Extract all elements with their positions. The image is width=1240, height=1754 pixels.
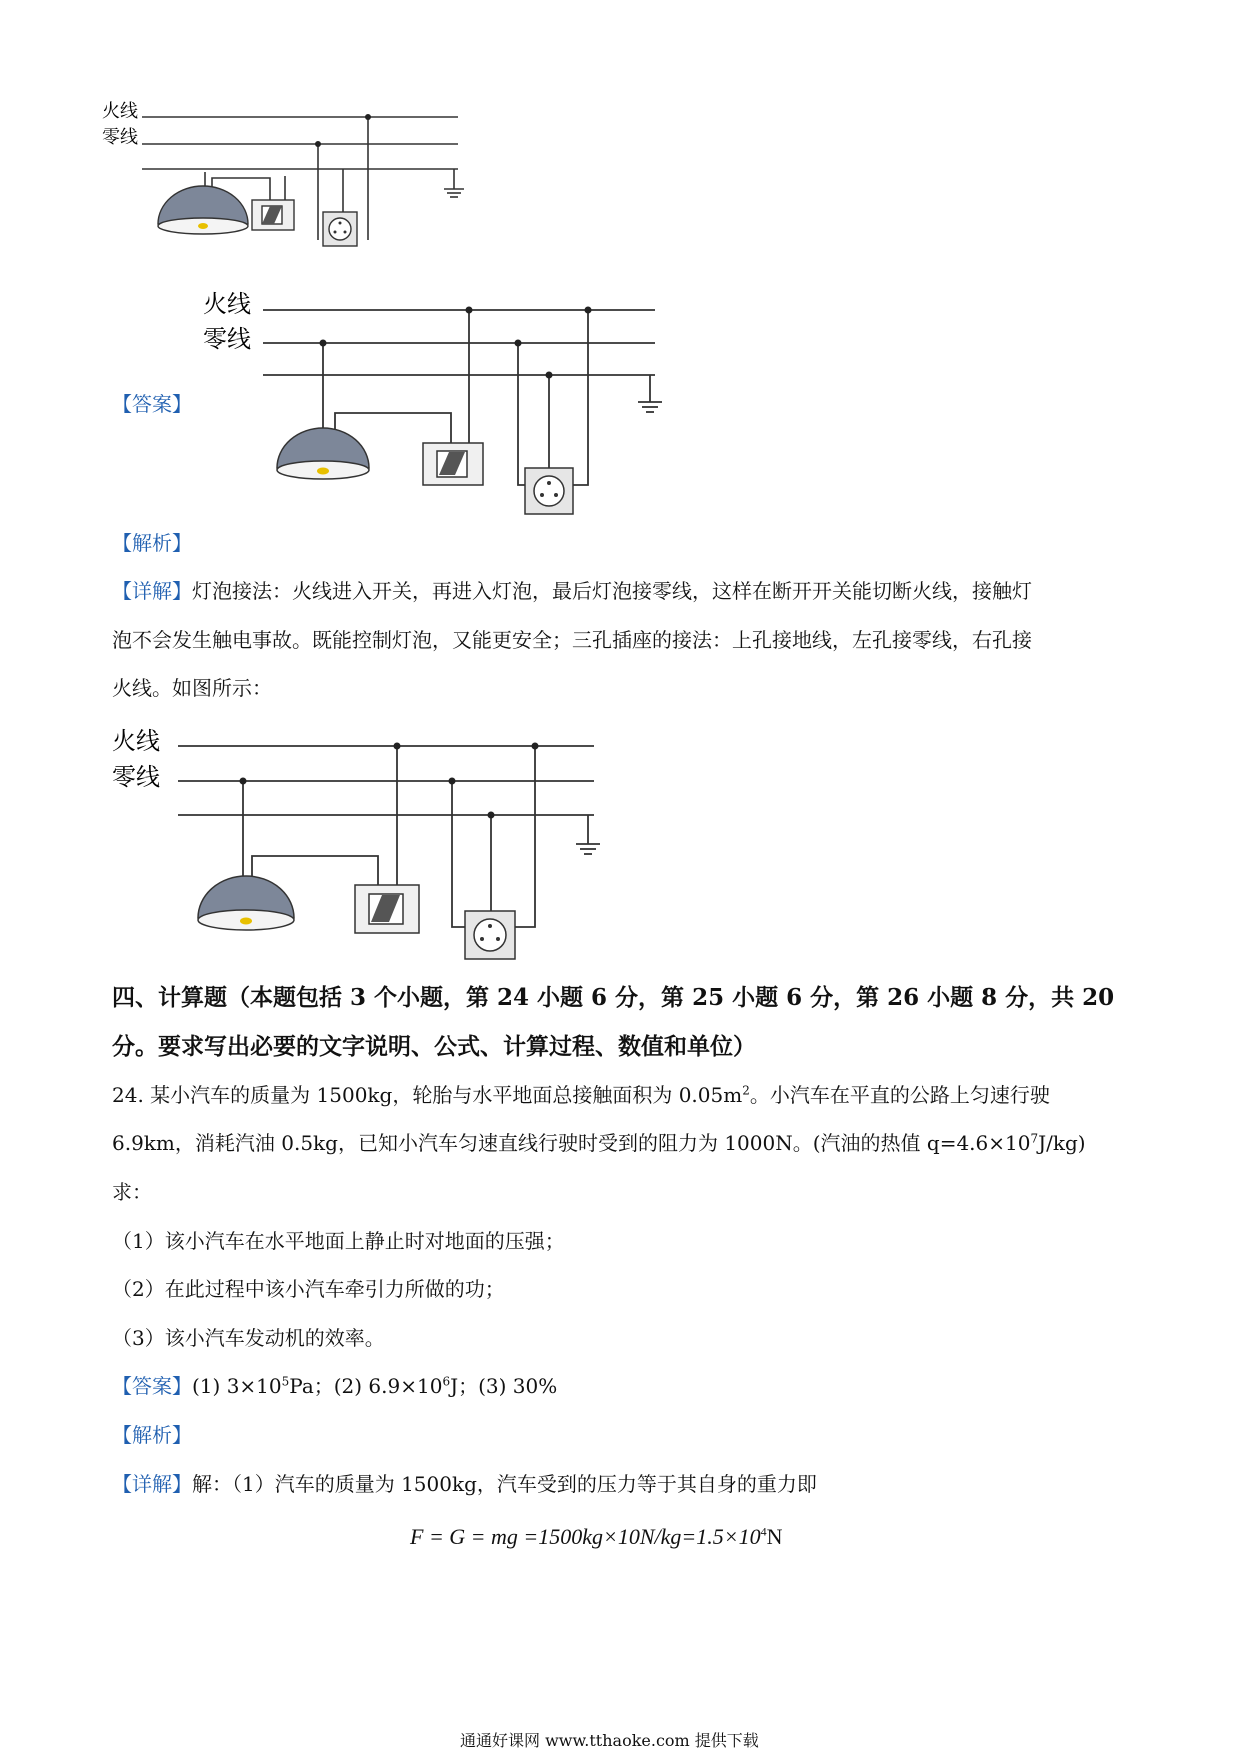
sub-question-1: （1）该小汽车在水平地面上静止时对地面的压强；	[112, 1229, 565, 1253]
answer-part-2: Pa；(2) 6.9×10	[289, 1374, 443, 1398]
answer-sup-1: 5	[281, 1374, 290, 1389]
detail-2-line	[112, 1470, 817, 1498]
section-heading-line-1: 四、计算题（本题包括 3 个小题，第 24 小题 6 分，第 25 小题 6 分，第 26 小题 8 分，共 20	[112, 984, 1115, 1011]
neutral-wire-label: 零线	[203, 325, 251, 353]
q24-sup: 2	[742, 1083, 750, 1098]
detail-text: 灯泡接法：火线进入开关，再进入灯泡，最后灯泡接零线，这样在断开开关能切断火线，接触灯	[192, 579, 1032, 603]
live-wire-label: 火线	[112, 727, 160, 755]
answer-label: 【答案】	[112, 392, 192, 416]
answer-sup-2: 6	[442, 1374, 451, 1389]
switch-icon	[355, 885, 419, 933]
switch-icon	[423, 443, 483, 485]
live-wire-label: 火线	[203, 290, 251, 318]
q24-text-a: 24. 某小汽车的质量为 1500kg，轮胎与水平地面总接触面积为 0.05m	[112, 1083, 743, 1107]
detail-line-3: 火线。如图所示：	[112, 676, 272, 700]
detail-label: 【详解】	[112, 579, 192, 603]
footer: 通通好课网 www.tthaoke.com 提供下载	[460, 1731, 759, 1750]
detail-line-2: 泡不会发生触电事故。既能控制灯泡，又能更安全；三孔插座的接法：上孔接地线，左孔接零线，右孔接	[112, 628, 1032, 652]
section-heading-line-2: 分。要求写出必要的文字说明、公式、计算过程、数值和单位）	[112, 1033, 756, 1060]
neutral-wire-label: 零线	[112, 763, 160, 791]
socket-icon	[525, 468, 573, 514]
lamp-icon	[158, 186, 248, 234]
switch-icon	[252, 200, 294, 230]
answer-line	[112, 1372, 557, 1400]
wiring-diagram-explanation	[110, 722, 610, 962]
formula	[410, 1524, 783, 1550]
lamp-icon	[198, 876, 294, 930]
answer-label: 【答案】	[112, 1374, 192, 1398]
detail-label: 【详解】	[112, 1472, 192, 1496]
analysis-label: 【解析】	[112, 531, 192, 555]
q24-text-d: J/kg)	[1038, 1131, 1086, 1155]
question-24-line-1	[112, 1081, 1050, 1109]
sub-question-2: （2）在此过程中该小汽车牵引力所做的功；	[112, 1277, 505, 1301]
lamp-icon	[277, 428, 369, 479]
answer-part-1: (1) 3×10	[192, 1374, 282, 1398]
answer-part-3: J；(3) 30%	[450, 1374, 558, 1398]
wiring-diagram-question	[100, 92, 480, 282]
question-24-line-3: 求：	[112, 1180, 152, 1204]
socket-icon	[465, 911, 515, 959]
question-24-line-2	[112, 1129, 1086, 1157]
sub-question-3: （3）该小汽车发动机的效率。	[112, 1326, 385, 1350]
detail-line-1	[112, 577, 1032, 605]
formula-unit: N	[766, 1524, 783, 1549]
q24-text-c: 6.9km，消耗汽油 0.5kg，已知小汽车匀速直线行驶时受到的阻力为 1000N。(汽油的热值 q=4.6×10	[112, 1131, 1031, 1155]
formula-main: F = G = mg =1500kg×10N/kg=1.5×10	[410, 1524, 761, 1549]
analysis-label: 【解析】	[112, 1423, 192, 1447]
socket-icon	[323, 212, 357, 246]
q24-text-b: 。小汽车在平直的公路上匀速行驶	[749, 1083, 1050, 1107]
formula-sup: 4	[760, 1524, 767, 1539]
detail-text: 解：（1）汽车的质量为 1500kg，汽车受到的压力等于其自身的重力即	[192, 1472, 817, 1496]
q24-sup-2: 7	[1030, 1131, 1039, 1146]
live-wire-label: 火线	[102, 101, 138, 122]
wiring-diagram-answer	[195, 285, 665, 525]
neutral-wire-label: 零线	[102, 127, 138, 148]
